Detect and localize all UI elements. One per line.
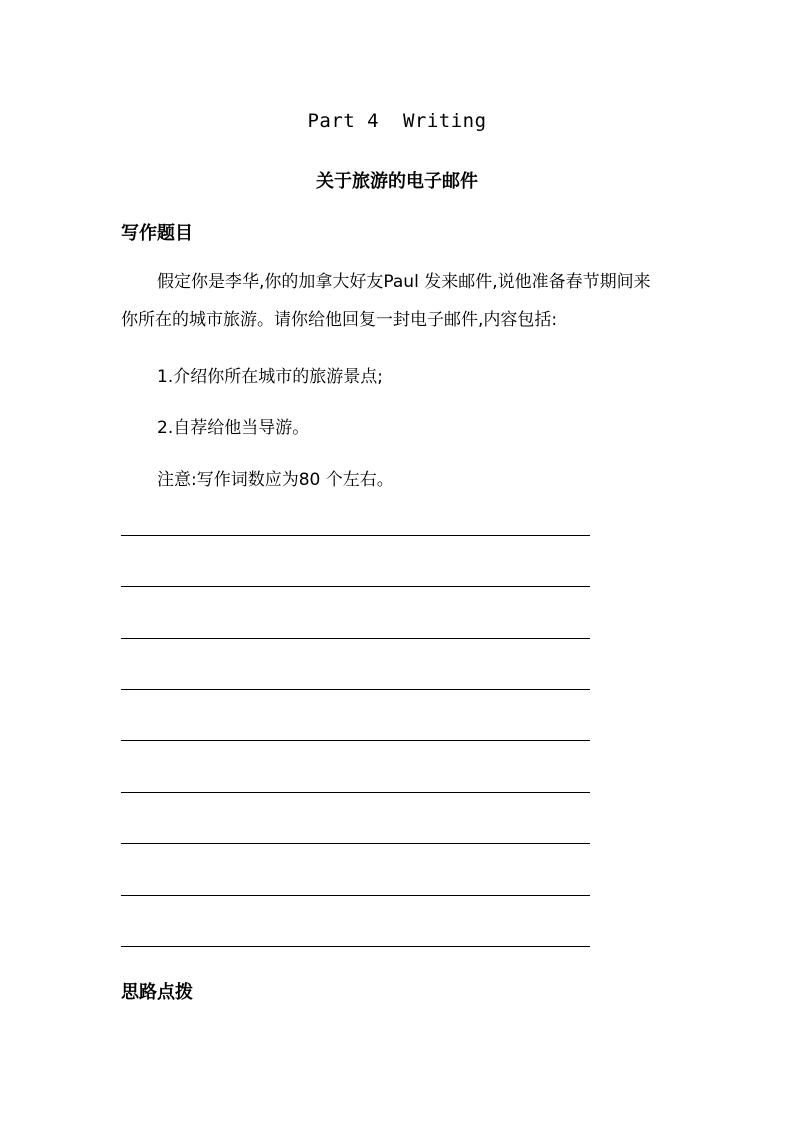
task-item-1: 1.介绍你所在城市的旅游景点; — [157, 367, 383, 387]
task-item-2: 2.自荐给他当导游。 — [157, 418, 310, 438]
answer-line[interactable] — [121, 843, 590, 844]
task-heading: 写作题目 — [121, 223, 193, 244]
part-title: Part 4 Writing — [307, 110, 487, 132]
answer-line[interactable] — [121, 946, 590, 947]
answer-line[interactable] — [121, 689, 590, 690]
answer-line[interactable] — [121, 895, 590, 896]
answer-line[interactable] — [121, 638, 590, 639]
word-count-note: 注意:写作词数应为80 个左右。 — [157, 470, 394, 490]
document-title: 关于旅游的电子邮件 — [316, 171, 478, 192]
answer-line[interactable] — [121, 586, 590, 587]
answer-line[interactable] — [121, 792, 590, 793]
tips-heading: 思路点拨 — [121, 982, 193, 1003]
answer-line[interactable] — [121, 535, 590, 536]
task-paragraph: 假定你是李华,你的加拿大好友Paul 发来邮件,说他准备春节期间来你所在的城市旅游。请你给他回复一封电子邮件,内容包括: — [121, 272, 651, 330]
answer-line[interactable] — [121, 740, 590, 741]
